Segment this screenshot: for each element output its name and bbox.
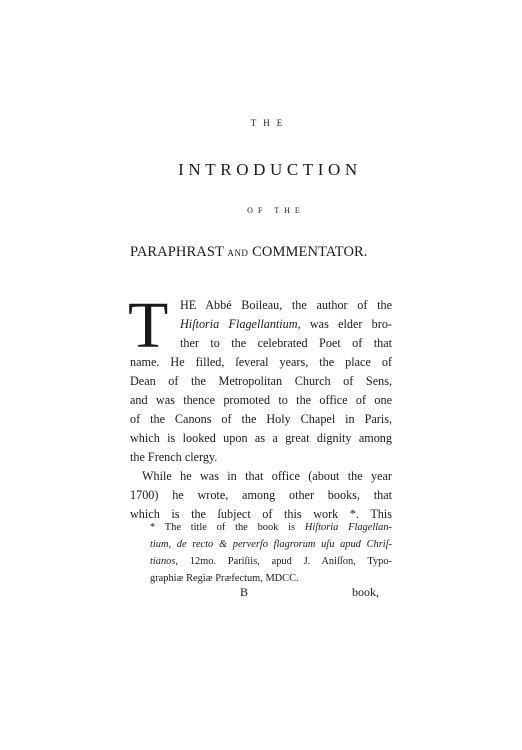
- text-line: which is the ſubject of this work *. This: [130, 507, 392, 521]
- text-line-italic: Hiſtoria Flagellantium: [180, 317, 298, 331]
- text-line: HE Abbé Boileau, the author of the: [180, 298, 392, 312]
- footnote-line: tium, de recto & perverſo flagrorum uſu apud Chriſ-: [150, 539, 392, 550]
- catchword: book,: [352, 585, 379, 599]
- signature-mark: B: [240, 585, 249, 599]
- text-line: of the Canons of the Holy Chapel in Paris,: [130, 412, 392, 426]
- text-line: the French clergy.: [130, 450, 218, 464]
- text-line: ther to the celebrated Poet of that: [180, 336, 392, 350]
- text-line: name. He filled, ſeveral years, the place of: [130, 355, 392, 369]
- subtitle-commentator: COMMENTATOR.: [252, 244, 368, 260]
- footnote: [150, 519, 392, 587]
- footnote-line: tianos, 12mo. Pariſiis, apud J. Aniſſon, Typo-: [150, 556, 392, 567]
- text-line: Hiſtoria Flagellantium, was elder bro-: [180, 317, 392, 331]
- subtitle: [130, 244, 392, 261]
- body-text: [128, 289, 392, 524]
- footnote-line: * The title of the book is Hiſtoria Flagellan-: [150, 522, 392, 533]
- text-line: While he was in that office (about the year: [142, 469, 392, 483]
- text-line: Dean of the Metropolitan Church of Sens,: [130, 374, 392, 388]
- heading-the: THE: [250, 118, 290, 128]
- subtitle-paraphrast: PARAPHRAST: [130, 244, 224, 260]
- text-line: 1700) he wrote, among other books, that: [130, 488, 392, 502]
- text-line: which is looked upon as a great dignity among: [130, 431, 392, 445]
- page-title: INTRODUCTION: [178, 160, 362, 179]
- heading-of-the: OF THE: [247, 206, 305, 215]
- text-line: and was thence promoted to the office of one: [130, 393, 392, 407]
- footnote-line: graphiæ Regiæ Præfectum, MDCC.: [150, 573, 299, 584]
- subtitle-and: AND: [227, 248, 249, 258]
- drop-cap: T: [128, 289, 169, 362]
